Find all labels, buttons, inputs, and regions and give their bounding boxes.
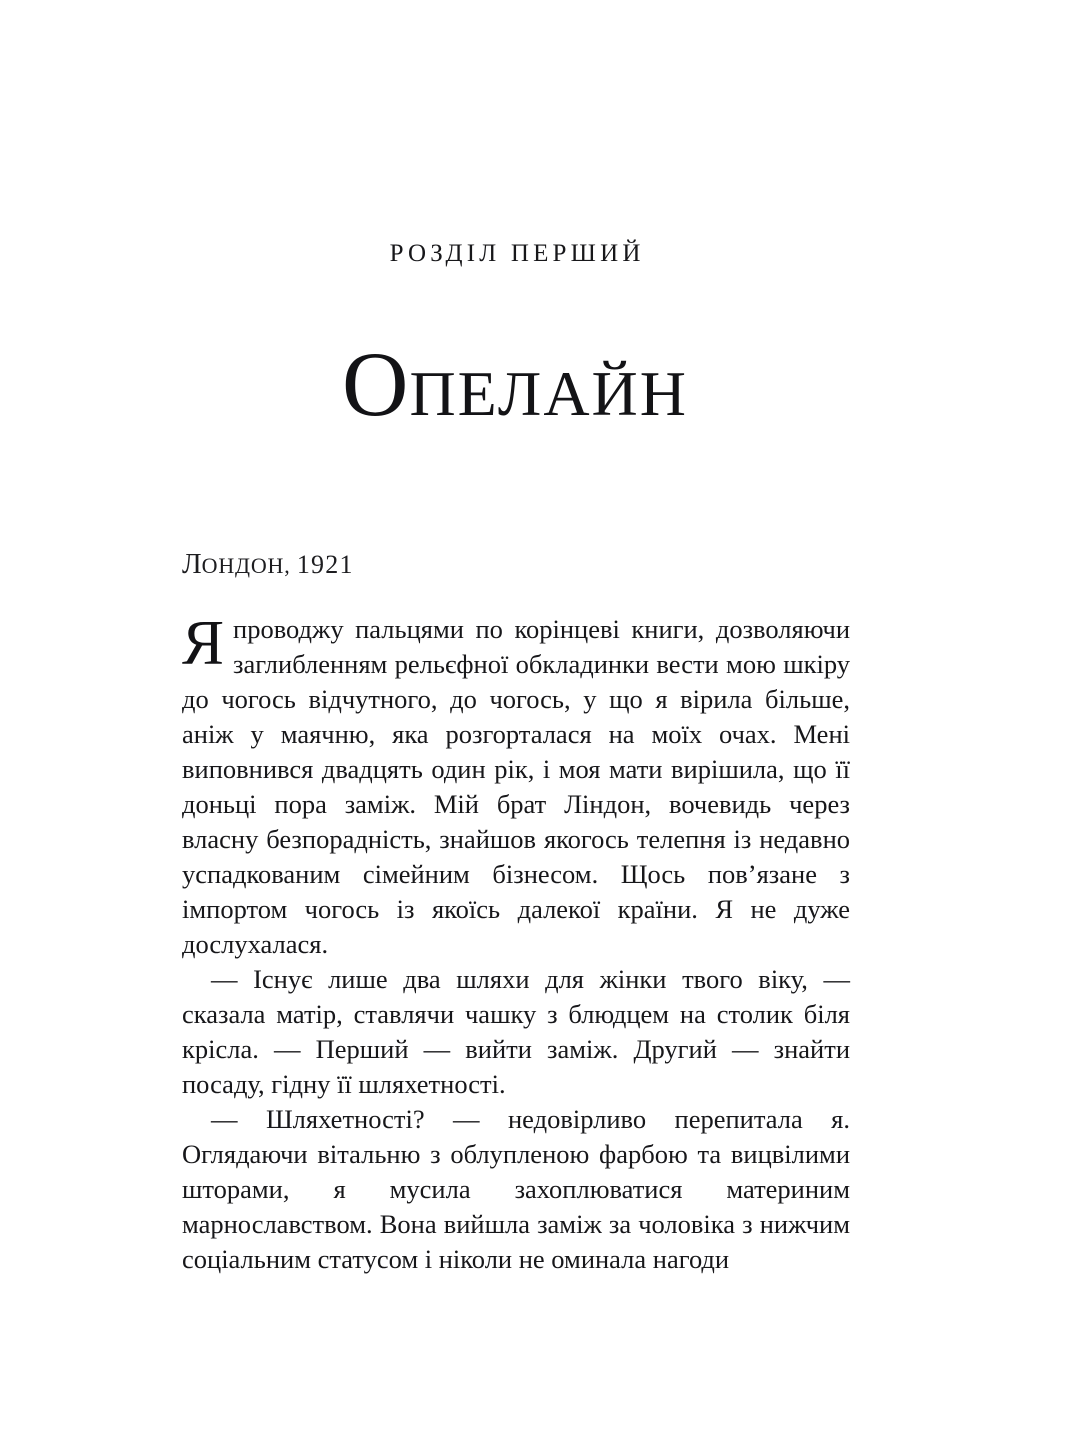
dateline (182, 549, 848, 581)
chapter-title-initial: О (342, 333, 410, 435)
dateline-place-initial: Л (182, 548, 202, 580)
paragraph: — Існує лише два шляхи для жінки твого віку, — сказала матір, ставлячи чашку з блюдцем на столик біля крісла. — Перший — вийти заміж. Другий — знайти посаду, гідну її шляхетності. (182, 964, 850, 1099)
paragraph: — Шляхетності? — недовірливо перепитала я. Оглядаючи вітальню з облупленою фарбою та вицвілими шторами, я мусила захоплюватися материним марнославством. Вона вийшла заміж за чоловіка з нижчим соціальним статусом і ніколи не оминала нагоди (182, 1104, 850, 1274)
body-text (182, 608, 850, 1277)
dateline-separator: , (284, 553, 297, 578)
chapter-title-rest: ПЕЛАЙН (409, 358, 688, 429)
paragraph: Япроводжу пальцями по корінцеві книги, дозволяючи заглибленням рельєфної обкладинки вести мою шкіру до чогось відчутного, до чогось, у що я вірила більше, аніж у маячню, яка розгорталася на моїх очах. Мені виповнився двадцять один рік, і моя мати вирішила, що її доньці пора заміж. Мій брат Ліндон, вочевидь через власну безпорадність, знайшов якогось телепня із недавно успадкованим сімейним бізнесом. Щось пов’язане з імпортом чогось із якоїсь далекої країни. Я не дуже дослухалася. (182, 608, 850, 959)
dateline-place-rest: ОНДОН (201, 553, 285, 578)
dateline-year: 1921 (296, 550, 354, 579)
chapter-label: РОЗДІЛ ПЕРШИЙ (389, 240, 645, 267)
chapter-title (182, 333, 848, 435)
